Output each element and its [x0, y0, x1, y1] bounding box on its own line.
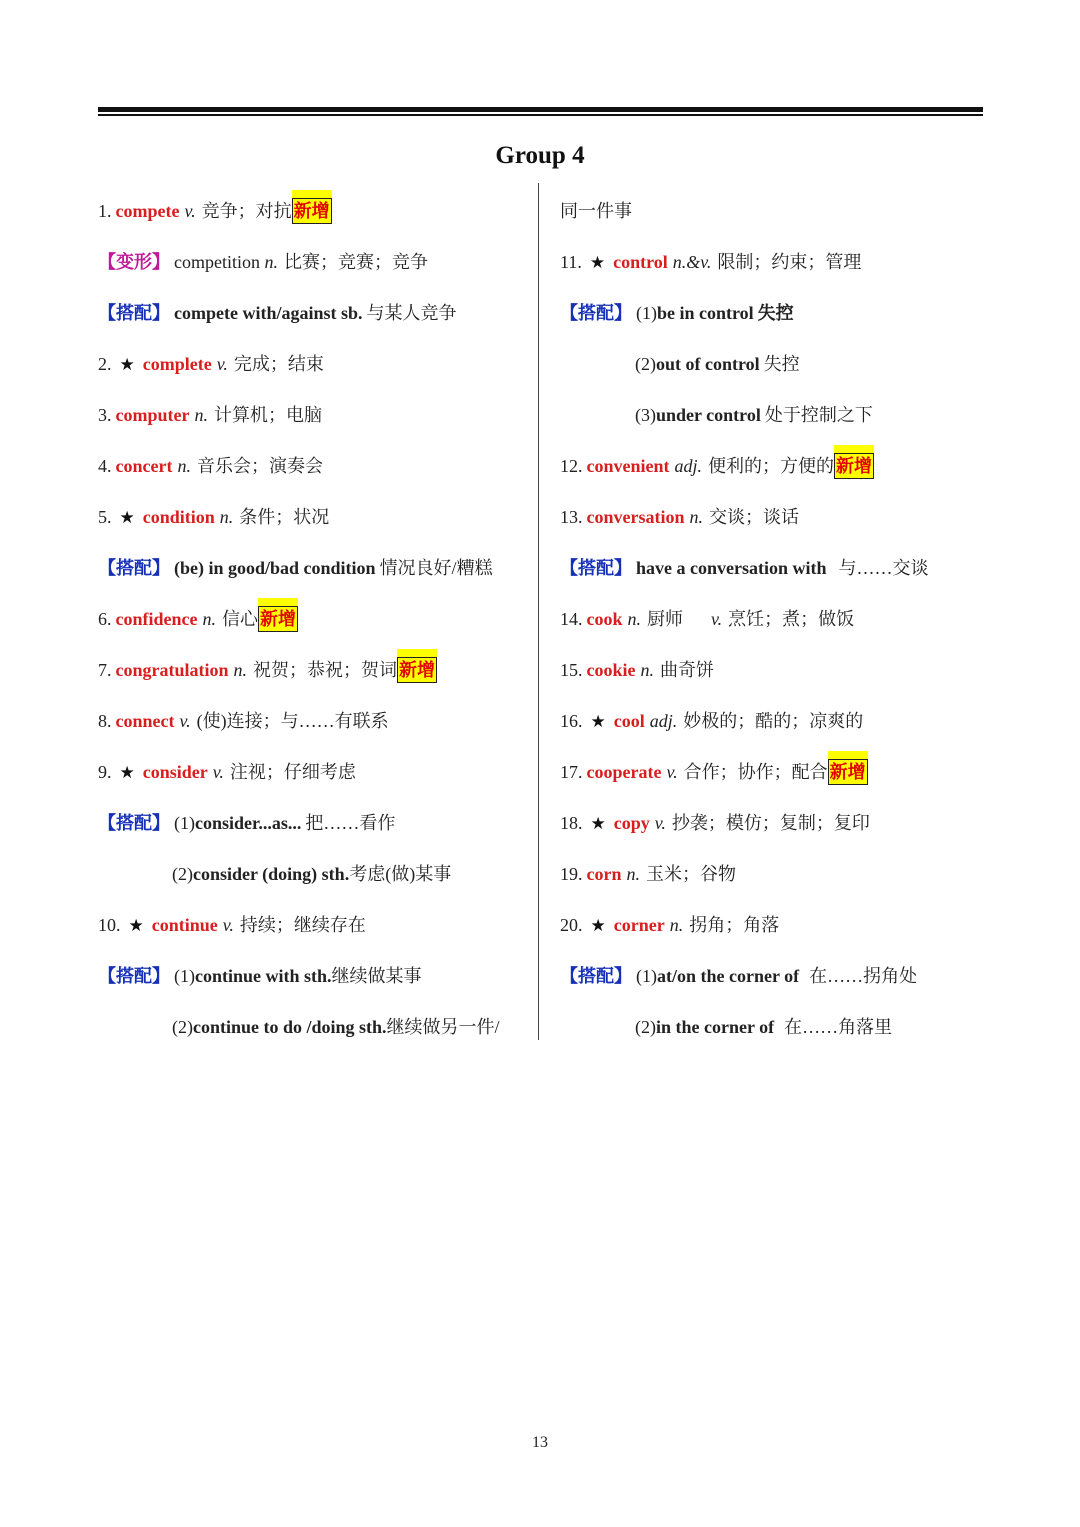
collocation-phrase: compete with/against sb. [174, 303, 363, 323]
star-icon: ★ [119, 355, 135, 375]
entry-cool [560, 706, 863, 736]
entry-definition: 条件；状况 [239, 507, 330, 527]
entry-definition: 竞争；对抗 [201, 201, 292, 221]
collocation-definition: 失控 [763, 354, 800, 374]
star-icon: ★ [590, 712, 606, 732]
collocation-tag: 【搭配】 [560, 558, 632, 578]
entry-word: confidence [115, 609, 198, 629]
collocation-definition: 在……角落里 [784, 1017, 893, 1037]
entry-word: copy [613, 813, 650, 833]
entry-word: connect [115, 711, 175, 731]
entry-pos: v. [216, 354, 228, 374]
entry-word: conversation [586, 507, 685, 527]
collocation-phrase: under control [656, 405, 761, 425]
collocation-phrase: (be) in good/bad condition [174, 558, 376, 578]
entry-pos: n. [233, 660, 248, 680]
entry-definition: 拐角；角落 [689, 915, 780, 935]
header-rule-thin [98, 114, 983, 116]
collocation-prefix: (1) [174, 966, 195, 986]
header-rule-thick [98, 107, 983, 112]
entry-compete [98, 196, 332, 226]
collocation-control-2 [635, 349, 800, 379]
entry-number: 14. [560, 609, 583, 629]
collocation-prefix: (1) [174, 813, 195, 833]
variant-word: competition [174, 252, 260, 272]
entry-pos: n. [194, 405, 208, 425]
variant-competition [98, 247, 428, 277]
entry-pos: n. [264, 252, 278, 272]
entry-definition: 交谈；谈话 [709, 507, 799, 527]
entry-pos: n. [626, 864, 640, 884]
entry-cookie [560, 655, 714, 685]
entry-number: 19. [560, 864, 583, 884]
collocation-prefix: (2) [172, 1017, 193, 1037]
entry-number: 11. [560, 252, 582, 272]
entry-number: 9. [98, 762, 112, 782]
entry-pos: n. [669, 915, 684, 935]
star-icon: ★ [590, 814, 606, 834]
entry-corner [560, 910, 779, 940]
collocation-definition: 情况良好/糟糕 [379, 558, 493, 578]
entry-number: 17. [560, 762, 583, 782]
entry-word: continue [151, 915, 218, 935]
collocation-prefix: (1) [636, 966, 657, 986]
entry-pos-2: v. [711, 609, 723, 629]
entry-number: 20. [560, 915, 583, 935]
entry-definition: (使)连接；与……有联系 [196, 711, 389, 731]
entry-number: 6. [98, 609, 112, 629]
star-icon: ★ [590, 916, 606, 936]
entry-pos: n. [219, 507, 234, 527]
new-badge: 新增 [397, 657, 437, 683]
entry-number: 2. [98, 354, 112, 374]
entry-definition: 比赛；竞赛；竞争 [283, 252, 428, 272]
entry-pos: n. [202, 609, 216, 629]
collocation-phrase: consider...as... [195, 813, 302, 833]
collocation-continue-2 [172, 1012, 500, 1042]
entry-word: complete [142, 354, 212, 374]
collocation-consider-2 [172, 859, 451, 889]
entry-number: 13. [560, 507, 583, 527]
entry-copy [560, 808, 870, 838]
collocation-tag: 【搭配】 [98, 558, 170, 578]
entry-computer [98, 400, 322, 430]
entry-conversation [560, 502, 799, 532]
new-badge: 新增 [828, 759, 868, 785]
entry-number: 1. [98, 201, 112, 221]
entry-word: cookie [586, 660, 636, 680]
entry-congratulation [98, 655, 437, 685]
entry-word: condition [142, 507, 215, 527]
collocation-definition: 把……看作 [305, 813, 396, 833]
page-number: 13 [532, 1434, 548, 1451]
entry-connect [98, 706, 389, 736]
collocation-control-1 [560, 298, 794, 328]
entry-corn [560, 859, 736, 889]
collocation-condition [98, 553, 493, 583]
collocation-compete [98, 298, 457, 328]
column-divider [538, 183, 539, 1040]
collocation-consider-1 [98, 808, 395, 838]
entry-number: 3. [98, 405, 112, 425]
entry-control [560, 247, 861, 277]
collocation-definition: 与……交谈 [838, 558, 929, 578]
entry-consider [98, 757, 356, 787]
entry-word: consider [142, 762, 208, 782]
collocation-corner-2 [635, 1012, 892, 1042]
entry-condition [98, 502, 329, 532]
entry-pos: v. [654, 813, 666, 833]
entry-number: 18. [560, 813, 583, 833]
entry-definition: 音乐会；演奏会 [196, 456, 323, 476]
collocation-definition: 失控 [757, 303, 794, 323]
new-badge: 新增 [258, 606, 298, 632]
entry-number: 16. [560, 711, 583, 731]
collocation-conversation [560, 553, 929, 583]
entry-definition: 计算机；电脑 [213, 405, 322, 425]
star-icon: ★ [119, 508, 135, 528]
entry-definition-2: 烹饪；煮；做饭 [728, 609, 855, 629]
collocation-definition: 与某人竞争 [366, 303, 457, 323]
collocation-phrase: continue to do /doing sth. [193, 1017, 387, 1037]
collocation-control-3 [635, 400, 873, 430]
entry-pos: n.&v. [672, 252, 712, 272]
entry-pos: adj. [649, 711, 678, 731]
entry-complete [98, 349, 324, 379]
collocation-prefix: (3) [635, 405, 656, 425]
star-icon: ★ [128, 916, 144, 936]
entry-pos: n. [689, 507, 703, 527]
entry-pos: adj. [674, 456, 703, 476]
collocation-tag: 【搭配】 [98, 966, 170, 986]
collocation-definition: 在……拐角处 [809, 966, 918, 986]
new-badge: 新增 [292, 198, 332, 224]
collocation-definition: 继续做另一件/ [386, 1017, 500, 1037]
entry-definition: 便利的；方便的 [708, 456, 835, 476]
entry-definition: 注视；仔细考虑 [229, 762, 356, 782]
entry-word: concert [115, 456, 173, 476]
entry-definition: 曲奇饼 [660, 660, 714, 680]
collocation-definition: 考虑(做)某事 [349, 864, 452, 884]
entry-word: control [613, 252, 668, 272]
page-title: Group 4 [495, 142, 585, 169]
continuation-text: 同一件事 [560, 201, 632, 221]
entry-pos: n. [177, 456, 191, 476]
entry-number: 15. [560, 660, 583, 680]
entry-definition: 抄袭；模仿；复制；复印 [671, 813, 870, 833]
entry-definition: 信心 [221, 609, 258, 629]
entry-pos: v. [212, 762, 224, 782]
entry-number: 12. [560, 456, 583, 476]
star-icon: ★ [589, 253, 606, 273]
collocation-phrase: continue with sth. [195, 966, 332, 986]
collocation-prefix: (2) [635, 354, 656, 374]
entry-pos: v. [222, 915, 234, 935]
entry-word: cook [586, 609, 623, 629]
entry-pos: v. [179, 711, 191, 731]
entry-number: 8. [98, 711, 112, 731]
star-icon: ★ [119, 763, 135, 783]
entry-definition: 限制；约束；管理 [717, 252, 862, 272]
entry-pos: v. [666, 762, 678, 782]
collocation-tag: 【搭配】 [560, 303, 632, 323]
entry-continue [98, 910, 366, 940]
entry-concert [98, 451, 323, 481]
collocation-definition: 继续做某事 [331, 966, 422, 986]
collocation-phrase: be in control [657, 303, 754, 323]
entry-definition: 合作；协作；配合 [683, 762, 828, 782]
collocation-definition: 处于控制之下 [764, 405, 873, 425]
variant-tag: 【变形】 [98, 252, 170, 272]
entry-cooperate [560, 757, 868, 787]
collocation-prefix: (2) [172, 864, 193, 884]
entry-definition: 厨师 [647, 609, 683, 629]
entry-word: compete [115, 201, 180, 221]
collocation-continue-1 [98, 961, 422, 991]
entry-convenient [560, 451, 874, 481]
collocation-phrase: out of control [656, 354, 760, 374]
entry-word: cooperate [586, 762, 662, 782]
entry-number: 7. [98, 660, 112, 680]
collocation-tag: 【搭配】 [98, 813, 170, 833]
entry-pos: n. [640, 660, 654, 680]
entry-number: 5. [98, 507, 112, 527]
entry-word: computer [115, 405, 190, 425]
entry-definition: 祝贺；恭祝；贺词 [253, 660, 398, 680]
entry-word: congratulation [115, 660, 229, 680]
collocation-tag: 【搭配】 [98, 303, 170, 323]
entry-definition: 玉米；谷物 [646, 864, 736, 884]
entry-word: cool [613, 711, 645, 731]
entry-cook [560, 604, 854, 634]
collocation-corner-1 [560, 961, 917, 991]
entry-number: 4. [98, 456, 112, 476]
collocation-prefix: (1) [636, 303, 657, 323]
entry-definition: 妙极的；酷的；凉爽的 [683, 711, 864, 731]
entry-word: corner [613, 915, 665, 935]
new-badge: 新增 [834, 453, 874, 479]
collocation-phrase: in the corner of [656, 1017, 775, 1037]
entry-definition: 完成；结束 [233, 354, 324, 374]
entry-word: corn [586, 864, 622, 884]
collocation-phrase: have a conversation with [636, 558, 827, 578]
entry-pos: n. [627, 609, 641, 629]
collocation-phrase: at/on the corner of [657, 966, 800, 986]
collocation-phrase: consider (doing) sth. [193, 864, 350, 884]
collocation-tag: 【搭配】 [560, 966, 632, 986]
entry-pos: v. [184, 201, 196, 221]
entry-confidence [98, 604, 298, 634]
entry-word: convenient [586, 456, 670, 476]
entry-number: 10. [98, 915, 121, 935]
collocation-prefix: (2) [635, 1017, 656, 1037]
entry-definition: 持续；继续存在 [239, 915, 366, 935]
